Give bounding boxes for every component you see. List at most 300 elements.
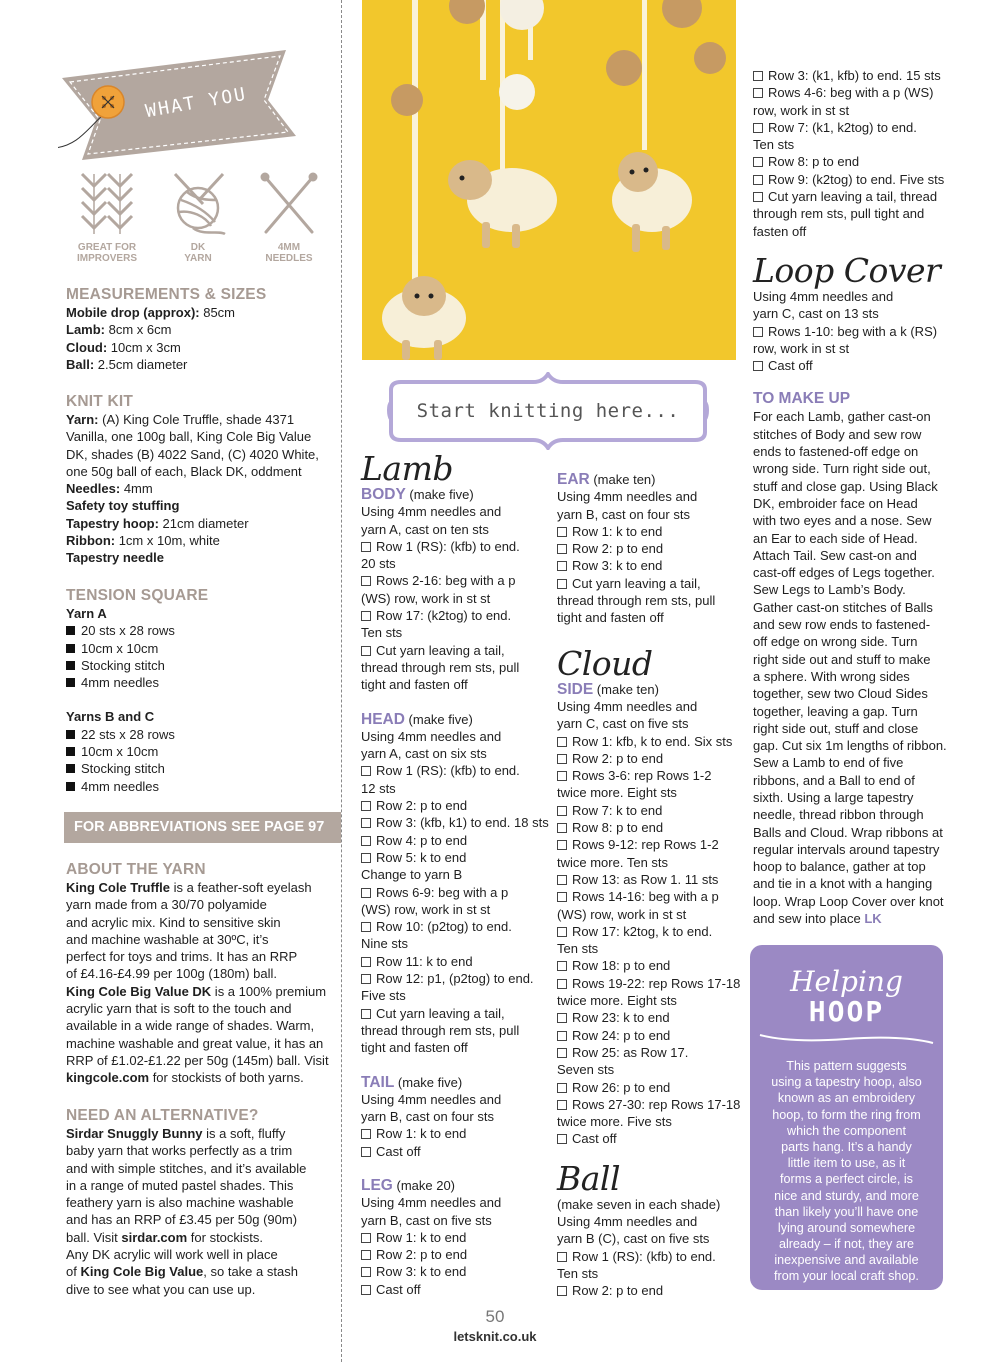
instruction-line bbox=[361, 1281, 551, 1298]
alternative-section bbox=[66, 1107, 338, 1298]
spec-label: Ball: bbox=[66, 356, 95, 372]
skill-icons bbox=[66, 170, 326, 270]
instruction-text: yarn C, cast on 13 sts bbox=[753, 306, 879, 322]
instruction-text: thread through rem sts, pull bbox=[557, 593, 716, 609]
checkbox[interactable] bbox=[361, 818, 371, 828]
bold-text: King Cole Big Value DK bbox=[66, 983, 212, 999]
instruction-text: yarn B (C), cast on five sts bbox=[557, 1231, 710, 1247]
hoop-line: nice and sturdy, and more bbox=[774, 1188, 919, 1203]
instruction-line bbox=[753, 119, 953, 136]
instruction-text: Ten sts bbox=[753, 137, 795, 153]
bold-text: King Cole Big Value bbox=[80, 1264, 204, 1280]
checkbox[interactable] bbox=[361, 853, 371, 863]
cloud-title: Cloud bbox=[557, 643, 653, 683]
make-up-line: together, leaving a gap. Turn bbox=[753, 703, 918, 719]
instruction-line bbox=[361, 659, 551, 676]
checkbox[interactable] bbox=[557, 1252, 567, 1262]
instruction-line bbox=[557, 609, 747, 626]
checkbox[interactable] bbox=[557, 892, 567, 902]
instruction-line bbox=[557, 784, 747, 801]
tension-group-a-title: Yarn A bbox=[66, 606, 107, 621]
ball-title: Ball bbox=[557, 1158, 621, 1198]
checkbox[interactable] bbox=[557, 527, 567, 537]
checkbox[interactable] bbox=[557, 754, 567, 764]
text-line bbox=[66, 1052, 338, 1069]
instruction-line bbox=[753, 136, 953, 153]
instruction-line bbox=[557, 940, 747, 957]
make-up-line: Sew Legs to Lamb’s Body. bbox=[753, 582, 906, 598]
instruction-text: Row 26: p to end bbox=[572, 1079, 671, 1095]
make-up-instructions bbox=[753, 408, 953, 910]
spec-line bbox=[66, 497, 338, 514]
checkbox[interactable] bbox=[557, 544, 567, 554]
spec-value: Vanilla, one 100g ball, King Cole Big Value bbox=[66, 429, 312, 445]
instruction-text: Row 5: k to end bbox=[376, 849, 467, 865]
ear-heading-text: EAR bbox=[557, 471, 590, 488]
instruction-line bbox=[557, 906, 747, 923]
make-up-line: and sew row ends to fastened- bbox=[753, 617, 931, 633]
checkbox[interactable] bbox=[361, 1267, 371, 1277]
make-up-line: and tie in a knot with a hanging bbox=[753, 876, 933, 892]
instruction-line bbox=[557, 698, 747, 715]
instruction-line bbox=[557, 523, 747, 540]
instruction-text: Using 4mm needles and bbox=[361, 728, 502, 744]
instruction-text: Row 13: as Row 1. 11 sts bbox=[572, 871, 719, 887]
caption-line: 4MM bbox=[277, 242, 301, 253]
bold-text: sirdar.com bbox=[121, 1229, 188, 1245]
checkbox[interactable] bbox=[557, 1013, 567, 1023]
spec-line bbox=[66, 549, 338, 566]
instruction-line bbox=[361, 1246, 551, 1263]
instruction-line bbox=[557, 506, 747, 523]
loop-cover-instructions bbox=[753, 288, 953, 374]
text-line bbox=[66, 914, 338, 931]
instruction-text: Row 2: p to end bbox=[572, 750, 664, 766]
make-up-line: right side out and stuff to make bbox=[753, 651, 931, 667]
instruction-line bbox=[557, 923, 747, 940]
instruction-line bbox=[753, 305, 953, 322]
instruction-line bbox=[361, 832, 551, 849]
instruction-line bbox=[557, 836, 747, 853]
checkbox[interactable] bbox=[557, 1134, 567, 1144]
loop-cover-title: Loop Cover bbox=[753, 250, 941, 290]
make-up-line: together, sew two Cloud Sides bbox=[753, 686, 928, 702]
instruction-text: Row 4: p to end bbox=[376, 832, 468, 848]
instruction-text: yarn B, cast on five sts bbox=[361, 1212, 492, 1228]
make-up-line: regular intervals around tapestry bbox=[753, 841, 940, 857]
instruction-line bbox=[557, 802, 747, 819]
text-line bbox=[66, 1281, 338, 1298]
right-column bbox=[753, 67, 953, 927]
instruction-line bbox=[361, 1091, 551, 1108]
instruction-line bbox=[753, 102, 953, 119]
text-span: and acrylic mix. Kind to sensitive skin bbox=[66, 914, 281, 930]
tension-text: 20 sts x 28 rows bbox=[81, 623, 175, 639]
make-up-last-line bbox=[753, 910, 953, 927]
checkbox[interactable] bbox=[361, 801, 371, 811]
instruction-text: tight and fasten off bbox=[361, 677, 468, 693]
spec-value: DK, shades (B) 4022 Sand, (C) 4020 White, bbox=[66, 446, 319, 462]
mobile-illustration bbox=[362, 0, 736, 360]
text-line bbox=[66, 1035, 338, 1052]
checkbox[interactable] bbox=[557, 771, 567, 781]
body-heading-text: BODY bbox=[361, 486, 406, 503]
leg-heading bbox=[361, 1177, 551, 1194]
instruction-text: Row 17: k2tog, k to end. bbox=[572, 923, 713, 939]
body-instructions bbox=[361, 503, 551, 693]
checkbox[interactable] bbox=[361, 1285, 371, 1295]
checkbox[interactable] bbox=[361, 766, 371, 776]
checkbox[interactable] bbox=[557, 1286, 567, 1296]
instruction-line bbox=[557, 1113, 747, 1130]
caption-line: IMPROVERS bbox=[76, 253, 137, 264]
side-heading-sub: (make ten) bbox=[593, 681, 659, 697]
tension-text: Stocking stitch bbox=[81, 657, 165, 673]
instruction-text: yarn B, cast on four sts bbox=[361, 1109, 494, 1125]
knit-kit-section bbox=[66, 393, 338, 567]
instruction-line bbox=[557, 1027, 747, 1044]
ear-instructions bbox=[557, 488, 747, 626]
icon-4mm-needles bbox=[244, 170, 334, 264]
bullet-square bbox=[66, 644, 75, 653]
instruction-text: Rows 19-22: rep Rows 17-18 bbox=[572, 975, 741, 991]
knitting-needles-icon bbox=[254, 170, 324, 238]
make-up-line: stuff and close gap. Using Black bbox=[753, 478, 938, 494]
make-up-line: DK, embroider face on Head bbox=[753, 495, 918, 511]
checkbox[interactable] bbox=[753, 71, 763, 81]
instruction-line bbox=[361, 590, 551, 607]
text-line bbox=[66, 1263, 338, 1280]
make-up-line: For each Lamb, gather cast-on bbox=[753, 409, 931, 425]
instruction-text: Using 4mm needles and bbox=[361, 1091, 502, 1107]
instruction-line bbox=[557, 819, 747, 836]
tension-text: 22 sts x 28 rows bbox=[81, 726, 175, 742]
checkbox[interactable] bbox=[361, 611, 371, 621]
instruction-text: Cut yarn leaving a tail, bbox=[376, 1005, 505, 1021]
make-up-line: cast-off edges of Legs together. bbox=[753, 565, 935, 581]
signoff: LK bbox=[864, 911, 882, 927]
checkbox[interactable] bbox=[361, 974, 371, 984]
instruction-text: Using 4mm needles and bbox=[361, 1195, 502, 1211]
tension-text: 10cm x 10cm bbox=[81, 744, 159, 760]
hoop-line: parts hang. It’s a handy bbox=[781, 1139, 912, 1154]
checkbox[interactable] bbox=[361, 922, 371, 932]
instruction-line bbox=[753, 205, 953, 222]
instruction-text: Rows 14-16: beg with a p bbox=[572, 889, 719, 905]
spec-line bbox=[66, 532, 338, 549]
text-line bbox=[66, 896, 338, 913]
instruction-line bbox=[361, 901, 551, 918]
make-up-line: ends to fastened-off edge on bbox=[753, 444, 919, 460]
bullet-square bbox=[66, 782, 75, 791]
banner-line: KNOW... bbox=[162, 192, 255, 229]
instruction-line bbox=[361, 1039, 551, 1056]
checkbox[interactable] bbox=[753, 361, 763, 371]
instruction-line bbox=[361, 797, 551, 814]
text-span: for stockists. bbox=[187, 1229, 264, 1245]
instruction-line bbox=[557, 871, 747, 888]
instruction-line bbox=[557, 1096, 747, 1113]
checkbox[interactable] bbox=[753, 88, 763, 98]
instruction-text: Seven sts bbox=[557, 1062, 615, 1078]
instruction-text: row, work in st st bbox=[753, 102, 850, 118]
instruction-text: Cut yarn leaving a tail, bbox=[376, 642, 505, 658]
instruction-line bbox=[361, 676, 551, 693]
checkbox[interactable] bbox=[753, 123, 763, 133]
instruction-line bbox=[557, 767, 747, 784]
text-line bbox=[66, 1229, 338, 1246]
checkbox[interactable] bbox=[361, 957, 371, 967]
tension-bc-list bbox=[66, 726, 338, 795]
instruction-line bbox=[361, 572, 551, 589]
instruction-text: Row 7: (k1, k2tog) to end. bbox=[768, 119, 917, 135]
page-number: 50 bbox=[485, 1307, 505, 1326]
instruction-line bbox=[753, 223, 953, 240]
checkbox[interactable] bbox=[361, 1233, 371, 1243]
instruction-text: Rows 1-10: beg with a k (RS) bbox=[768, 323, 938, 339]
make-up-line: Attach Tail. Sew cast-on and bbox=[753, 547, 917, 563]
checkbox[interactable] bbox=[557, 1031, 567, 1041]
instruction-text: Rows 2-16: beg with a p bbox=[376, 573, 516, 589]
spec-value: 2.5cm diameter bbox=[94, 356, 188, 372]
checkbox[interactable] bbox=[361, 542, 371, 552]
what-you-need-banner bbox=[58, 48, 308, 229]
instruction-text: twice more. Five sts bbox=[557, 1114, 672, 1130]
instruction-line bbox=[557, 575, 747, 592]
checkbox[interactable] bbox=[753, 157, 763, 167]
instruction-text: Rows 4-6: beg with a p (WS) bbox=[768, 85, 934, 101]
make-up-line: Gather cast-on stitches of Balls bbox=[753, 599, 933, 615]
instruction-line bbox=[557, 975, 747, 992]
instruction-text: Using 4mm needles and bbox=[557, 698, 698, 714]
checkbox[interactable] bbox=[753, 175, 763, 185]
make-up-line: Sew a Lamb to end of five bbox=[753, 755, 904, 771]
spec-line bbox=[66, 411, 338, 428]
checkbox[interactable] bbox=[557, 961, 567, 971]
checkbox[interactable] bbox=[361, 888, 371, 898]
instruction-text: thread through rem sts, pull bbox=[361, 659, 520, 675]
instruction-line bbox=[753, 84, 953, 101]
instruction-line bbox=[361, 745, 551, 762]
lamb-title: Lamb bbox=[361, 449, 454, 488]
instruction-line bbox=[361, 814, 551, 831]
text-span: in a range of muted pastel shades. This bbox=[66, 1177, 294, 1193]
text-span: of bbox=[66, 1264, 81, 1280]
instruction-text: row, work in st st bbox=[753, 340, 850, 356]
spec-label: Needles: bbox=[66, 481, 121, 497]
text-line bbox=[66, 879, 338, 896]
instruction-line bbox=[557, 750, 747, 767]
banner-line: NEED TO bbox=[153, 139, 246, 176]
instruction-text: Row 1 (RS): (kfb) to end. bbox=[376, 538, 520, 554]
about-yarn-heading: ABOUT THE YARN bbox=[66, 861, 206, 878]
instruction-text: tight and fasten off bbox=[557, 610, 664, 626]
checkbox[interactable] bbox=[753, 327, 763, 337]
instruction-line bbox=[557, 992, 747, 1009]
measurements-section bbox=[66, 286, 338, 373]
checkbox[interactable] bbox=[361, 646, 371, 656]
instruction-line bbox=[753, 323, 953, 340]
banner-line: WHAT YOU bbox=[143, 83, 249, 123]
spec-line bbox=[66, 428, 338, 445]
text-line bbox=[66, 1142, 338, 1159]
tension-group-bc-title: Yarns B and C bbox=[66, 709, 155, 725]
checkbox[interactable] bbox=[557, 979, 567, 989]
text-span: is a soft, fluffy bbox=[202, 1126, 286, 1141]
checkbox[interactable] bbox=[361, 1129, 371, 1139]
checkbox[interactable] bbox=[361, 1250, 371, 1260]
about-yarn-text bbox=[66, 879, 338, 1087]
text-span: ball. Visit bbox=[66, 1229, 122, 1245]
checkbox[interactable] bbox=[557, 840, 567, 850]
instruction-line bbox=[557, 1079, 747, 1096]
instruction-text: Cast off bbox=[376, 1143, 421, 1159]
icon-caption bbox=[153, 242, 243, 264]
text-span: Any DK acrylic will work well in place bbox=[66, 1247, 278, 1263]
tail-heading-text: TAIL bbox=[361, 1073, 395, 1091]
instruction-line bbox=[361, 780, 551, 797]
bullet-square bbox=[66, 678, 75, 687]
text-span: , so take a stash bbox=[203, 1264, 298, 1280]
knit-stitch-icon bbox=[72, 170, 142, 238]
hoop-line: This pattern suggests bbox=[786, 1059, 907, 1073]
start-knitting-text: Start knitting here... bbox=[416, 400, 680, 422]
instruction-text: Row 10: (p2tog) to end. bbox=[376, 919, 512, 935]
instruction-line bbox=[557, 1213, 747, 1230]
instruction-text: (make seven in each shade) bbox=[557, 1196, 721, 1212]
checkbox[interactable] bbox=[557, 1083, 567, 1093]
instruction-line bbox=[361, 884, 551, 901]
text-span: and machine washable at 30ºC, it’s bbox=[66, 931, 269, 947]
instruction-line bbox=[361, 987, 551, 1004]
hoop-title-script: Helping bbox=[790, 965, 903, 998]
checkbox[interactable] bbox=[557, 823, 567, 833]
instruction-text: twice more. Eight sts bbox=[557, 785, 677, 801]
text-line bbox=[66, 948, 338, 965]
text-span: is a feather-soft eyelash bbox=[170, 880, 312, 895]
spec-line bbox=[66, 463, 338, 480]
checkbox[interactable] bbox=[753, 192, 763, 202]
instruction-line bbox=[557, 1248, 747, 1265]
head-heading-text: HEAD bbox=[361, 710, 405, 728]
ear-heading bbox=[557, 471, 747, 488]
instruction-text: Ten sts bbox=[361, 625, 403, 641]
text-line bbox=[66, 1125, 338, 1142]
tension-item bbox=[66, 760, 338, 777]
instruction-line bbox=[361, 762, 551, 779]
instruction-text: Five sts bbox=[361, 988, 406, 1004]
instruction-text: tight and fasten off bbox=[361, 1040, 468, 1056]
instruction-line bbox=[557, 1282, 747, 1299]
instruction-line bbox=[557, 592, 747, 609]
text-line bbox=[66, 1194, 338, 1211]
checkbox[interactable] bbox=[557, 875, 567, 885]
checkbox[interactable] bbox=[557, 737, 567, 747]
instruction-text: twice more. Eight sts bbox=[557, 993, 677, 1009]
head-heading-sub: (make five) bbox=[404, 711, 473, 727]
instruction-line bbox=[361, 1263, 551, 1280]
tail-heading-sub: (make five) bbox=[394, 1074, 463, 1090]
hoop-line: from your local craft shop. bbox=[774, 1269, 919, 1284]
helping-hoop-box bbox=[750, 945, 943, 1290]
hoop-divider bbox=[750, 1029, 943, 1049]
instruction-text: Using 4mm needles and bbox=[557, 489, 698, 505]
instruction-text: Row 1: k to end bbox=[376, 1126, 467, 1142]
checkbox[interactable] bbox=[557, 561, 567, 571]
spec-line bbox=[66, 321, 338, 338]
text-line bbox=[66, 983, 338, 1000]
icon-caption bbox=[244, 242, 334, 264]
checkbox[interactable] bbox=[361, 1009, 371, 1019]
checkbox[interactable] bbox=[557, 927, 567, 937]
hoop-line: already – if not, they are bbox=[778, 1237, 915, 1252]
instruction-text: Using 4mm needles and bbox=[753, 288, 894, 304]
instruction-text: Row 1 (RS): (kfb) to end. bbox=[572, 1248, 716, 1264]
alternative-text bbox=[66, 1125, 338, 1298]
ear-heading-sub: (make ten) bbox=[589, 472, 656, 487]
instruction-text: Rows 27-30: rep Rows 17-18 bbox=[572, 1096, 741, 1112]
yarn-ball-icon bbox=[163, 170, 233, 238]
tension-item bbox=[66, 778, 338, 795]
hoop-line: known as an embroidery bbox=[777, 1091, 916, 1106]
text-span: is a 100% premium bbox=[211, 983, 327, 999]
instruction-text: (WS) row, work in st st bbox=[361, 590, 491, 606]
spec-value: 10cm x 3cm bbox=[107, 339, 181, 355]
checkbox[interactable] bbox=[361, 576, 371, 586]
spec-label: Cloud: bbox=[66, 339, 108, 355]
instruction-line bbox=[361, 521, 551, 538]
tension-text: 4mm needles bbox=[81, 675, 160, 691]
tension-text: Stocking stitch bbox=[81, 761, 165, 777]
instruction-text: Row 23: k to end bbox=[572, 1010, 670, 1026]
bold-text: Sirdar Snuggly Bunny bbox=[66, 1126, 203, 1141]
spec-line bbox=[66, 515, 338, 532]
checkbox[interactable] bbox=[361, 1147, 371, 1157]
spec-label: Ribbon: bbox=[66, 533, 116, 549]
instruction-text: Change to yarn B bbox=[361, 867, 463, 883]
instruction-line bbox=[557, 1196, 747, 1213]
text-line bbox=[66, 1069, 338, 1086]
checkbox[interactable] bbox=[557, 579, 567, 589]
spec-line bbox=[66, 480, 338, 497]
instruction-text: Row 11: k to end bbox=[376, 953, 473, 969]
instruction-line bbox=[557, 854, 747, 871]
text-span: and with simple stitches, and it’s available bbox=[66, 1160, 307, 1176]
bullet-square bbox=[66, 661, 75, 670]
ball-instructions bbox=[557, 1196, 747, 1300]
instruction-line bbox=[557, 1130, 747, 1147]
side-heading-text: SIDE bbox=[557, 680, 594, 698]
caption-line: GREAT FOR bbox=[77, 242, 137, 253]
instruction-line bbox=[361, 935, 551, 952]
bold-text: kingcole.com bbox=[66, 1070, 150, 1086]
instruction-text: Row 17: (k2tog) to end. bbox=[376, 608, 512, 624]
instruction-text: Row 24: p to end bbox=[572, 1027, 671, 1043]
checkbox[interactable] bbox=[361, 836, 371, 846]
checkbox[interactable] bbox=[557, 1048, 567, 1058]
instruction-line bbox=[361, 918, 551, 935]
hoop-line: little item to use, as it bbox=[787, 1156, 906, 1171]
text-span: feathery yarn is also machine washable bbox=[66, 1195, 294, 1211]
instruction-text: yarn A, cast on six sts bbox=[361, 746, 487, 762]
tension-item bbox=[66, 657, 338, 674]
make-up-line: sixth. Using a large tapestry bbox=[753, 789, 914, 805]
checkbox[interactable] bbox=[557, 1100, 567, 1110]
make-up-line: off edge on wrong side. Turn bbox=[753, 634, 918, 650]
make-up-line: right side out, stuff and close bbox=[753, 720, 919, 736]
checkbox[interactable] bbox=[557, 806, 567, 816]
text-line bbox=[66, 1177, 338, 1194]
